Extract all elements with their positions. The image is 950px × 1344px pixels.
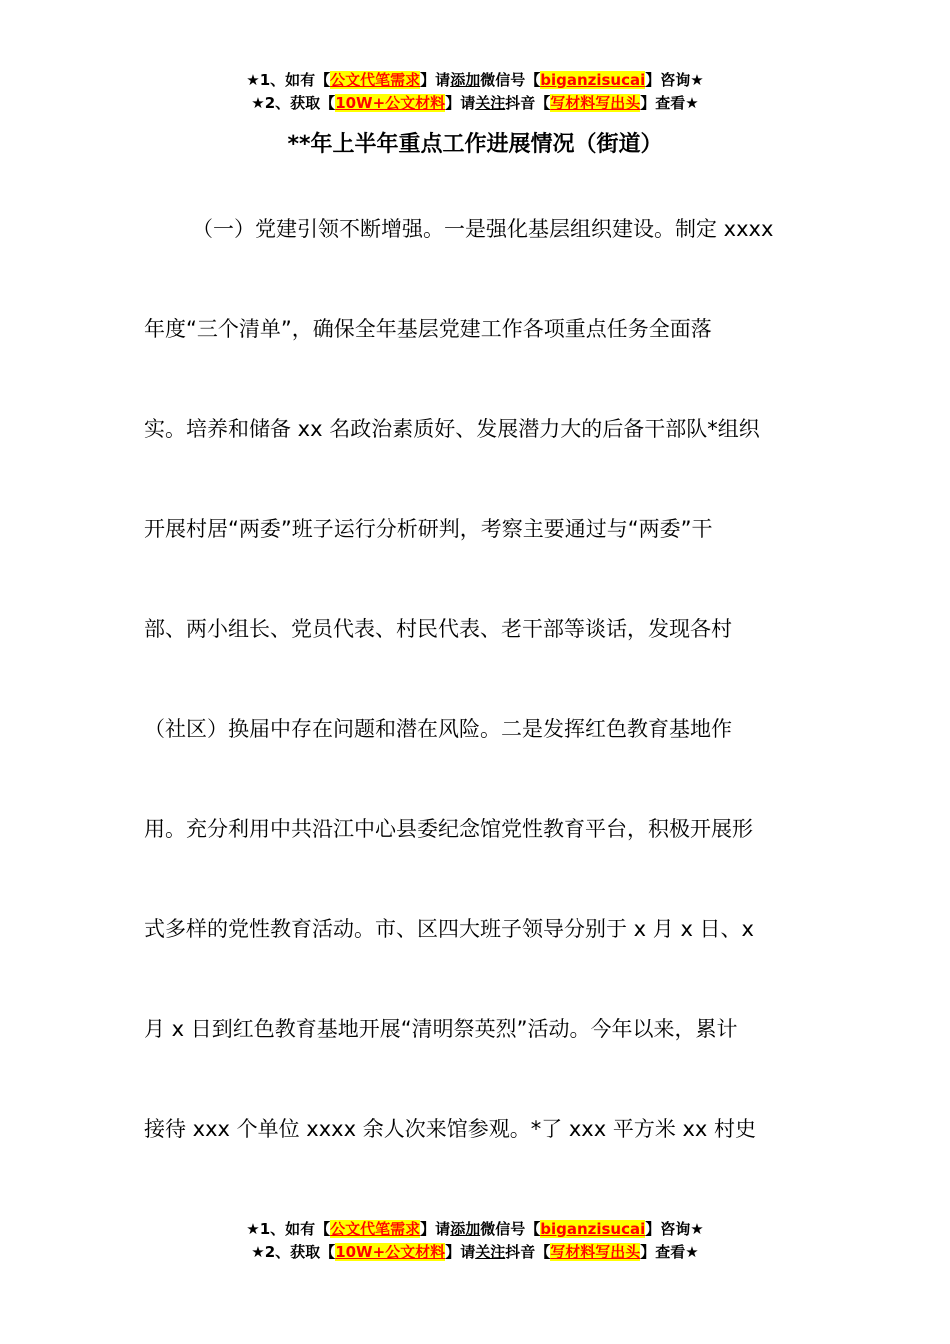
banner-text: ★2、获取【 xyxy=(251,1243,336,1261)
banner-highlight: biganzisucai xyxy=(540,1220,646,1238)
banner-highlight: 公文代笔需求 xyxy=(330,1220,421,1238)
banner-text: ★1、如有【 xyxy=(246,71,331,89)
banner-highlight: 写材料写出头 xyxy=(550,94,641,112)
banner-text: 微信号【 xyxy=(480,71,541,89)
footer-banner xyxy=(0,1218,950,1264)
banner-underline: 关注 xyxy=(475,1243,506,1261)
document-title: **年上半年重点工作进展情况（街道） xyxy=(287,132,663,157)
banner-text: ★1、如有【 xyxy=(246,1220,331,1238)
body-line: 实。培养和储备 xx 名政治素质好、发展潜力大的后备干部队*组织 xyxy=(144,417,760,441)
banner-line-1 xyxy=(0,69,950,92)
document-body xyxy=(144,208,824,1208)
banner-text: ★2、获取【 xyxy=(251,94,336,112)
banner-underline: 关注 xyxy=(475,94,506,112)
banner-text: 抖音【 xyxy=(505,1243,551,1261)
banner-highlight: 写材料写出头 xyxy=(550,1243,641,1261)
banner-text: 】咨询★ xyxy=(645,1220,704,1238)
banner-text: 】查看★ xyxy=(640,94,699,112)
banner-highlight: biganzisucai xyxy=(540,71,646,89)
banner-line-2 xyxy=(0,1241,950,1264)
banner-highlight: 公文代笔需求 xyxy=(330,71,421,89)
body-line: 开展村居“两委”班子运行分析研判，考察主要通过与“两委”干 xyxy=(144,517,713,541)
banner-line-2 xyxy=(0,92,950,115)
banner-highlight: 10W+公文材料 xyxy=(335,94,446,112)
body-line: （社区）换届中存在问题和潜在风险。二是发挥红色教育基地作 xyxy=(144,717,732,741)
body-line: 月 x 日到红色教育基地开展“清明祭英烈”活动。今年以来，累计 xyxy=(144,1017,738,1041)
banner-text: 】咨询★ xyxy=(645,71,704,89)
body-line: （一）党建引领不断增强。一是强化基层组织建设。制定 xxxx xyxy=(192,217,774,241)
body-line: 部、两小组长、党员代表、村民代表、老干部等谈话，发现各村 xyxy=(144,617,732,641)
body-line: 用。充分利用中共沿江中心县委纪念馆党性教育平台，积极开展形 xyxy=(144,817,753,841)
banner-underline: 添加 xyxy=(450,1220,481,1238)
body-line: 式多样的党性教育活动。市、区四大班子领导分别于 x 月 x 日、x xyxy=(144,917,754,941)
body-line: 接待 xxx 个单位 xxxx 余人次来馆参观。*了 xxx 平方米 xx 村史 xyxy=(144,1117,757,1141)
banner-line-1 xyxy=(0,1218,950,1241)
banner-highlight: 10W+公文材料 xyxy=(335,1243,446,1261)
banner-text: 】请 xyxy=(445,94,476,112)
banner-text: 微信号【 xyxy=(480,1220,541,1238)
body-line: 年度“三个清单”，确保全年基层党建工作各项重点任务全面落 xyxy=(144,317,712,341)
banner-text: 】请 xyxy=(420,1220,451,1238)
banner-text: 】查看★ xyxy=(640,1243,699,1261)
banner-text: 】请 xyxy=(420,71,451,89)
banner-underline: 添加 xyxy=(450,71,481,89)
banner-text: 】请 xyxy=(445,1243,476,1261)
header-banner xyxy=(0,69,950,115)
banner-text: 抖音【 xyxy=(505,94,551,112)
